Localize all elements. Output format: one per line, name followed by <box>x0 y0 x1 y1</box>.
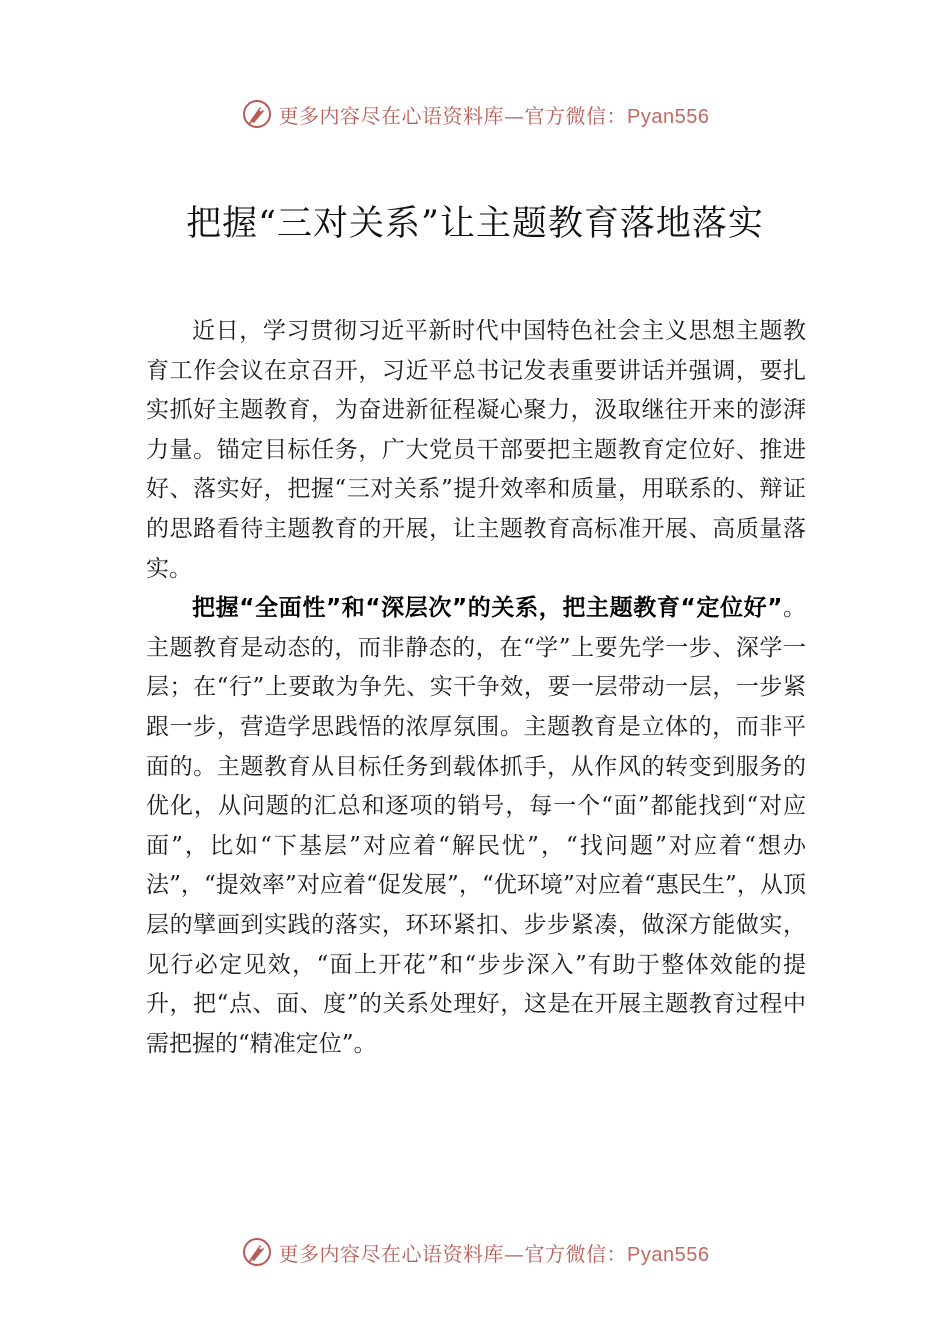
pen-nib-logo-icon <box>241 98 273 130</box>
document-body <box>146 312 806 1064</box>
paragraph-section-1 <box>146 589 806 1064</box>
wechat-id: Pyan556 <box>627 1243 710 1266</box>
pen-nib-logo-icon <box>241 1236 273 1268</box>
paragraph-intro: 近日，学习贯彻习近平新时代中国特色社会主义思想主题教育工作会议在京召开，习近平总书记发表重要讲话并强调，要扎实抓好主题教育，为奋进新征程凝心聚力，汲取继往开来的澎湃力量。锚定目标任务，广大党员干部要把主题教育定位好、推进好、落实好，把握“三对关系”提升效率和质量，用联系的、辩证的思路看待主题教育的开展，让主题教育高标准开展、高质量落实。 <box>146 318 806 582</box>
banner-text: 更多内容尽在心语资料库—官方微信：Pyan556 <box>278 103 710 128</box>
document-title: 把握“三对关系”让主题教育落地落实 <box>186 204 764 244</box>
section-heading: 把握“全面性”和“深层次”的关系，把主题教育“定位好” <box>192 595 783 622</box>
section-body: 。主题教育是动态的，而非静态的，在“学”上要先学一步、深学一层；在“行”上要敢为争先、实干争效，要一层带动一层，一步紧跟一步，营造学思践悟的浓厚氛围。主题教育是立体的，而非平面的。主题教育从目标任务到载体抓手，从作风的转变到服务的优化，从问题的汇总和逐项的销号，每一个“面”都能找到“对应面”，比如“下基层”对应着“解民忧”，“找问题”对应着“想办法”，“提效率”对应着“促发展”，“优环境”对应着“惠民生”，从顶层的擘画到实践的落实，环环紧扣、步步紧凑，做深方能做实，见行必定见效，“面上开花”和“步步深入”有助于整体效能的提升，把“点、面、度”的关系处理好，这是在开展主题教育过程中需把握的“精准定位”。 <box>146 595 806 1057</box>
wechat-id: Pyan556 <box>627 105 710 128</box>
banner-text: 更多内容尽在心语资料库—官方微信：Pyan556 <box>278 1241 710 1266</box>
header-banner <box>0 94 950 134</box>
footer-banner <box>0 1232 950 1272</box>
